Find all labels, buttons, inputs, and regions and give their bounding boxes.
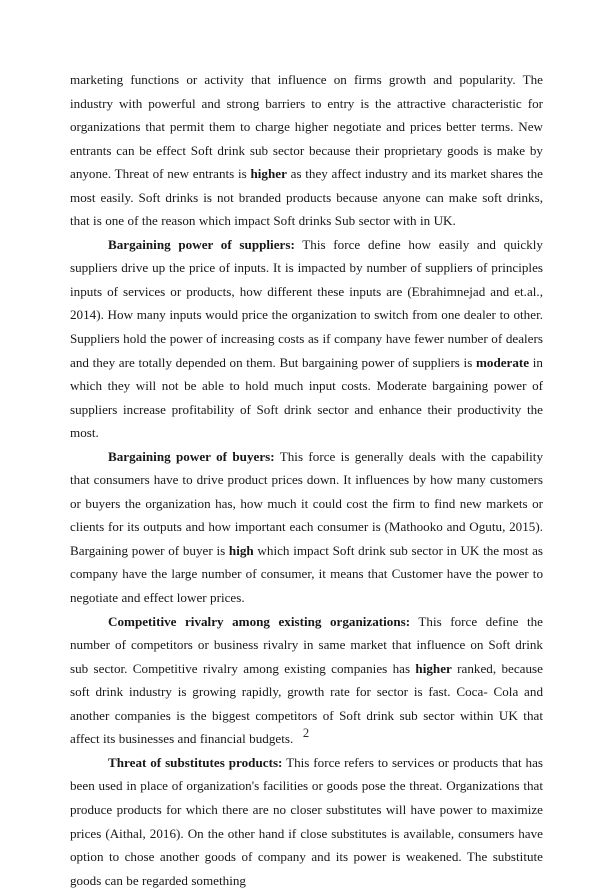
paragraph-text: as they affect industry and its market shares the most easily. Soft drinks is not branded products because anyone can make soft drinks, that is one of the reason which impact Soft drinks Sub sector with in UK.: [70, 166, 543, 229]
emphasized-term: high: [228, 542, 254, 558]
paragraph-text: which impact Soft drink sub sector in UK the most as company have the large number of consumer, it means that Customer have the power to negotiate and effect lower prices.: [70, 542, 543, 606]
paragraph-heading: Threat of substitutes products:: [108, 754, 283, 770]
emphasized-term: moderate: [475, 354, 530, 370]
paragraph-text: in which they will not be able to hold much input costs. Moderate bargaining power of suppliers increase profitability of Soft drink sector and enhance their productivity the most.: [70, 354, 543, 441]
paragraph-text: This force is generally deals with the capability that consumers have to drive product prices down. It influences by how many customers or buyers the organization has, how much it could cost the firm to find new markets or clients for its outputs and how important each consumer is (Mathooko and Ogutu, 2015). Bargaining power of buyer is: [70, 448, 543, 558]
emphasized-term: higher: [250, 166, 287, 182]
paragraph: [70, 751, 543, 892]
page-body-text: [70, 68, 543, 892]
paragraph-heading: Bargaining power of buyers:: [108, 448, 275, 464]
paragraph-text: marketing functions or activity that influence on firms growth and popularity. The industry with powerful and strong barriers to entry is the attractive characteristic for organizations that permit them to charge higher negotiate and prices better terms. New entrants can be effect Soft drink sub sector because their proprietary goods is make by anyone. Threat of new entrants is: [70, 72, 543, 182]
paragraph-heading: Competitive rivalry among existing organizations:: [108, 613, 411, 629]
emphasized-term: higher: [415, 660, 452, 676]
paragraph-text: This force refers to services or products that has been used in place of organization's facilities or goods pose the threat. Organizations that produce products for which there are no closer substitutes will have power to maximize prices (Aithal, 2016). On the other hand if close substitutes is available, consumers have option to chose another goods of company and its power is weakened. The substitute goods can be regarded something: [70, 754, 543, 888]
paragraph: [70, 68, 543, 233]
paragraph-text: This force define the number of competitors or business rivalry in same market that influence on Soft drink sub sector. Competitive rivalry among existing companies has: [70, 613, 543, 676]
paragraph-heading: Bargaining power of suppliers:: [108, 236, 295, 252]
paragraph: [70, 233, 543, 445]
paragraph-text: ranked, because soft drink industry is growing rapidly, growth rate for sector is fast. Coca- Cola and another companies is the biggest competitors of Soft drink sub sector within UK that affect its businesses and financial budgets.: [70, 660, 543, 747]
paragraph-text: This force define how easily and quickly suppliers drive up the price of inputs. It is impacted by number of suppliers of principles inputs of services or products, how different these inputs are (Ebrahimnejad and et.al., 2014). How many inputs would price the organization to switch from one dealer to other. Suppliers hold the power of increasing costs as if company have fewer number of dealers and they are totally depended on them. But bargaining power of suppliers is: [70, 236, 543, 370]
paragraph: [70, 445, 543, 610]
page-number-footer: 2: [302, 726, 310, 740]
